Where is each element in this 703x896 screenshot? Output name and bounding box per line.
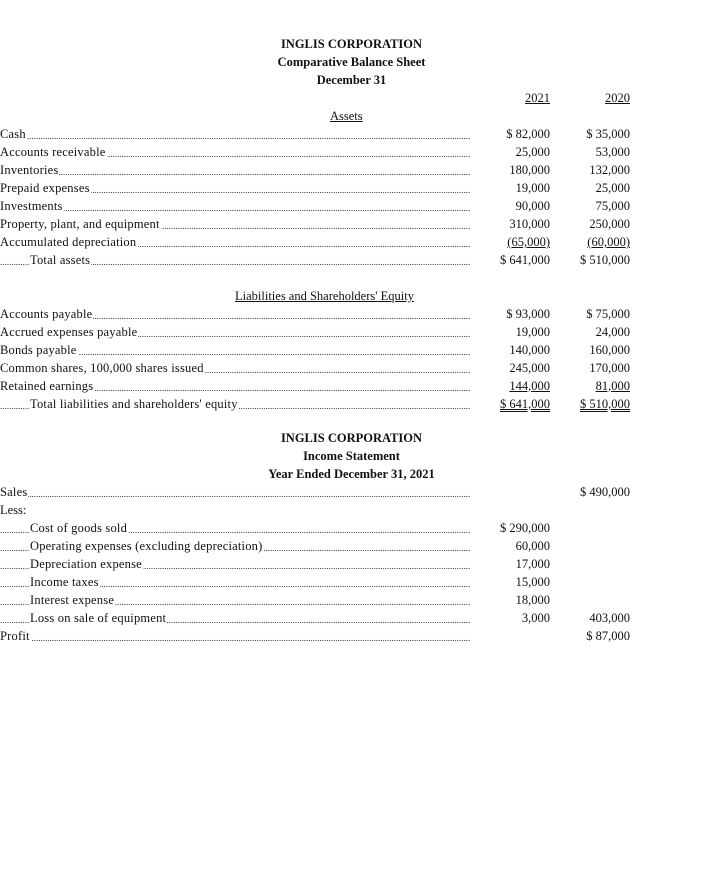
table-row: [0, 593, 703, 611]
assets-heading: Assets: [330, 109, 363, 123]
table-row: [0, 325, 703, 343]
row-label: Interest expense: [30, 593, 115, 607]
value-2020: $ 510,000: [580, 253, 630, 267]
row-label: Prepaid expenses: [0, 181, 90, 195]
value-2021: $ 82,000: [506, 127, 550, 141]
value-2020: 132,000: [589, 163, 630, 177]
table-row: [0, 199, 703, 217]
table-row: [0, 181, 703, 199]
value-2020: 53,000: [595, 145, 630, 159]
profit-row: [0, 629, 703, 647]
value-2020: 81,000: [595, 379, 630, 393]
expense-value: $ 290,000: [500, 521, 550, 535]
table-row: [0, 361, 703, 379]
table-row: [0, 611, 703, 629]
value-2021: 144,000: [509, 379, 550, 393]
value-2021: 90,000: [515, 199, 550, 213]
liabilities-heading: Liabilities and Shareholders' Equity: [235, 289, 414, 303]
table-row: [0, 521, 703, 539]
row-label: Accounts receivable: [0, 145, 106, 159]
row-label: Investments: [0, 199, 63, 213]
table-row: [0, 217, 703, 235]
table-row: [0, 557, 703, 575]
value-2021: 310,000: [509, 217, 550, 231]
bs-company: INGLIS CORPORATION: [280, 37, 423, 51]
row-label: Accrued expenses payable: [0, 325, 138, 339]
less-label: Less:: [0, 503, 27, 517]
value-2021: 25,000: [515, 145, 550, 159]
value-2021: 140,000: [509, 343, 550, 357]
value-2021: 180,000: [509, 163, 550, 177]
value-2020: $ 35,000: [586, 127, 630, 141]
table-row: [0, 235, 703, 253]
table-row: [0, 145, 703, 163]
table-row: [0, 379, 703, 397]
value-2020: $ 75,000: [586, 307, 630, 321]
table-row: [0, 307, 703, 325]
row-label: Profit: [0, 629, 30, 643]
expense-value: 18,000: [515, 593, 550, 607]
sales-value: $ 490,000: [580, 485, 630, 499]
total-row: [0, 253, 703, 271]
row-label: Accounts payable: [0, 307, 93, 321]
row-label: Cost of goods sold: [30, 521, 128, 535]
row-label: Operating expenses (excluding depreciation): [30, 539, 263, 553]
row-label: Depreciation expense: [30, 557, 142, 571]
table-row: [0, 163, 703, 181]
col-2021-header: 2021: [525, 91, 550, 105]
expense-total: 403,000: [589, 611, 630, 625]
value-2021: $ 641,000: [500, 397, 550, 411]
expense-value: 60,000: [515, 539, 550, 553]
table-row: [0, 575, 703, 593]
value-2020: 75,000: [595, 199, 630, 213]
is-company: INGLIS CORPORATION: [280, 431, 423, 445]
row-label: Inventories: [0, 163, 59, 177]
value-2021: 19,000: [515, 181, 550, 195]
value-2020: 25,000: [595, 181, 630, 195]
value-2021: (65,000): [507, 235, 550, 249]
total-row: [0, 397, 703, 415]
row-label: Total liabilities and shareholders' equity: [30, 397, 238, 411]
is-period: Year Ended December 31, 2021: [268, 467, 435, 481]
row-label: Common shares, 100,000 shares issued: [0, 361, 204, 375]
value-2020: 160,000: [589, 343, 630, 357]
value-2021: $ 93,000: [506, 307, 550, 321]
bs-title: Comparative Balance Sheet: [277, 55, 426, 69]
value-2020: (60,000): [587, 235, 630, 249]
row-label: Property, plant, and equipment: [0, 217, 160, 231]
row-label: Cash: [0, 127, 26, 141]
row-label: Bonds payable: [0, 343, 77, 357]
table-row: [0, 343, 703, 361]
row-label: Total assets: [30, 253, 91, 267]
col-2020-header: 2020: [605, 91, 630, 105]
profit-value: $ 87,000: [586, 629, 630, 643]
value-2020: $ 510,000: [580, 397, 630, 411]
value-2021: 245,000: [509, 361, 550, 375]
value-2021: 19,000: [515, 325, 550, 339]
value-2020: 24,000: [595, 325, 630, 339]
row-label: Income taxes: [30, 575, 99, 589]
row-label: Sales: [0, 485, 28, 499]
is-title: Income Statement: [303, 449, 400, 463]
expense-value: 3,000: [521, 611, 550, 625]
expense-value: 17,000: [515, 557, 550, 571]
less-row: [0, 503, 703, 521]
row-label: Accumulated depreciation: [0, 235, 137, 249]
value-2020: 250,000: [589, 217, 630, 231]
row-label: Loss on sale of equipment: [30, 611, 167, 625]
table-row: [0, 127, 703, 145]
row-label: Retained earnings: [0, 379, 94, 393]
sales-row: [0, 485, 703, 503]
value-2020: 170,000: [589, 361, 630, 375]
value-2021: $ 641,000: [500, 253, 550, 267]
expense-value: 15,000: [515, 575, 550, 589]
bs-date: December 31: [316, 73, 387, 87]
table-row: [0, 539, 703, 557]
